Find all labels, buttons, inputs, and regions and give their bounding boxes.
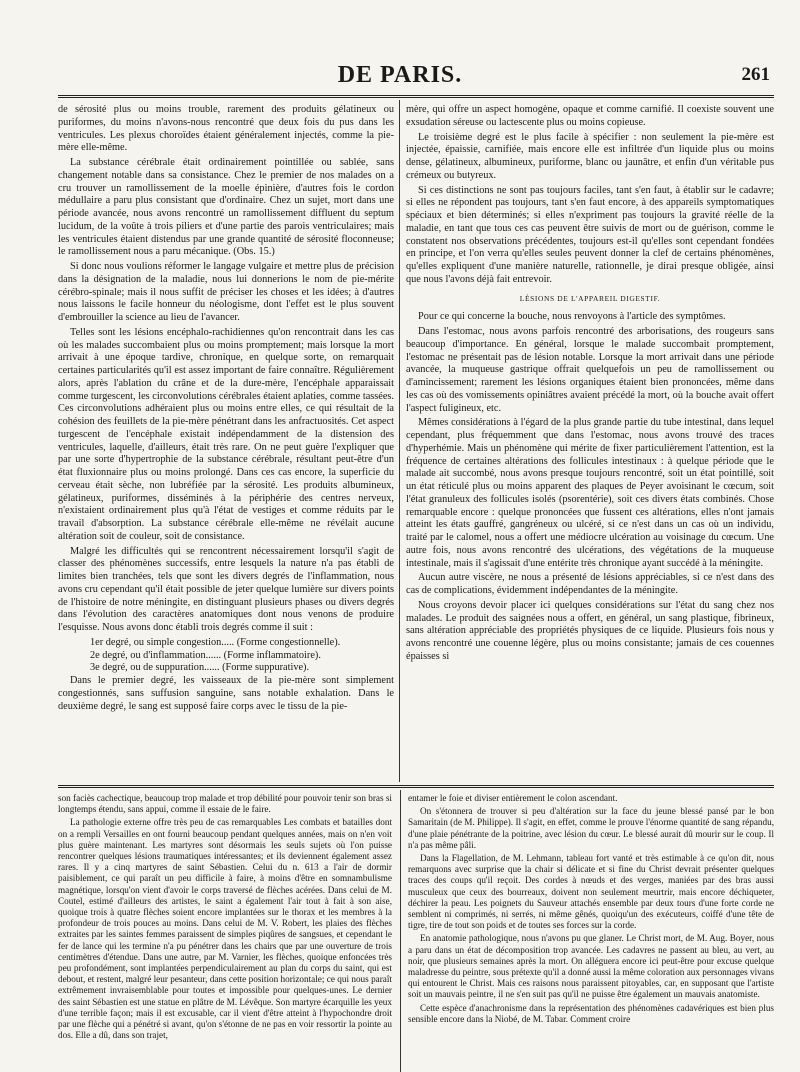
feuilleton-left-column [58,793,392,1068]
paragraph: son faciès cachectique, beaucoup trop malade et trop débilité pour pouvoir tenir son bras si longtemps étendu, sans appui, comme il essaie de le faire. [58,793,392,815]
paragraph: Pour ce qui concerne la bouche, nous renvoyons à l'article des symptômes. [418,311,726,323]
right-column [406,104,774,780]
paragraph: Telles sont les lésions encéphalo-rachidiennes qu'on rencontrait dans les cas où les malades succombaient plus ou moins promptement; mais lorsque la mort arrivait à une époque tardive, chronique, en quelque sorte, on remarquait certaines particularités qu'il est assez important de faire connaître. Régulièrement alors, après l'ablation du crâne et de la dure-mère, l'encéphale apparaissait comme turgescent, les circonvolutions cérébrales étaient aplaties, comme tassées. Ces circonvolutions adhéraient plus ou moins entre elles, ce qui résultait de la cohésion des feuillets de la pie-mère pénétrant dans les anfractuosités. Cet aspect turgescent de l'encéphale existait indépendamment de la distension des ventricules, laquelle, d'ailleurs, était très rare. On ne peut guère l'expliquer que par une sorte d'hypertrophie de la substance cérébrale, résultant peut-être d'un état fluxionnaire plus ou moins prolongé. Dans ces cas encore, la superficie du cerveau était sèche, non lubréfiée par la sérosité. Les produits albumineux, gélatineux, puriformes, disséminés à la périphérie des centres nerveux, n'existaient ordinairement plus qu'à l'état de vestiges et comme réduits par le travail d'absorption. La substance cérébrale elle-même ne révélait aucune altération soit de couleur, soit de consistance. [58,326,394,542]
paragraph: Aucun autre viscère, ne nous a présenté de lésions appréciables, si ce n'est dans des cas de complications, évidemment indépendantes de la méningite. [406,572,774,596]
paragraph: La pathologie externe offre très peu de cas remarquables Les combats et batailles dont on a rempli Versailles en ont fourni beaucoup pendant quelques années, mais on n'en voit plus guère maintenant. Les martyres sont désormais les seuls sujets où l'on puisse rencontrer quelques lésions traumatiques intéressantes; et ils deviennent également assez rares. Il y a cinq martyres de saint Sébastien. Celui du n. 613 a l'air de dormir paisiblement, ce qui paraît un peu difficile à faire, à moins d'être en somnambulisme magnétique, lorsqu'on vient d'avoir le corps traversé de flèches acérées. Dans celui de M. Coutel, estimé d'ailleurs des artistes, le saint a également l'air tout à fait à son aise, quoique trois à quatre flèches soient encore implantées sur le thorax et les membres à la profondeur de trois pouces au moins. Dans celui de M. V. Robert, les plaies des flèches extraites par les saintes femmes paraissent de simples piqûres de sangsues, et cependant le fer de lance qui les termine n'a pu pénétrer dans les chairs que par une ouverture de trois centimètres d'étendue. Dans une autre, par M. Varnier, les flèches, quoique enfoncées très peu profondément, sont implantées perpendiculairement au plan du corps du saint, qui est debout, et restent, malgré leur pesanteur, dans cette position horizontale; ce qui nous paraît extrêmement invraisemblable pour toutes et impossible pour quelques-unes. Le dernier des saint Sébastien est une statue en plâtre de M. Lévêque. Son martyre écarquille les yeux d'une terrible façon; mais il est excusable, car il vient d'être atteint à l'hypochondre droit par une flèche qui a pénétré si avant, qu'on s'étonne de ne pas en voir ressortir la pointe au dos. Elle a dû, dans son trajet, [58,817,392,1041]
page-number: 261 [741,64,770,85]
paragraph: Le troisième degré est le plus facile à spécifier : non seulement la pie-mère est injectée, épaissie, carnifiée, mais encore elle est infiltrée d'un liquide plus ou moins dense, gélatineux, albumineux, puriforme, blanc ou jaunâtre, et enfin d'un véritable pus crémeux ou butyreux. [406,131,774,181]
paragraph: Cette espèce d'anachronisme dans la représentation des phénomènes cadavériques est bien plus sensible encore dans la Niobé, de M. Tabar. Comment croire [408,1002,774,1024]
left-column [58,104,394,780]
paragraph: On s'étonnera de trouver si peu d'altération sur la face du jeune blessé pansé par le bon Samaritain (de M. Philippe). Il s'agit, en effet, comme le prouve l'énorme quantité de sang répandu, d'une plaie pénétrante de la poitrine, avec lésion du cœur. Le blessé aurait dû mourir sur le coup. Il n'a pas même pâli. [408,806,774,850]
paragraph: Dans le premier degré, les vaisseaux de la pie-mère sont simplement congestionnés, sans suffusion sanguine, sans notable exhalation. Dans le deuxième degré, le sang est supposé faire corps avec le tissu de la pie- [58,675,394,712]
feuilleton-divider [400,790,401,1072]
feuilleton-right-column [408,793,774,1068]
paragraph: La substance cérébrale était ordinairement pointillée ou sablée, sans changement notable dans sa consistance. Chez le premier de nos malades on a cru trouver un ramollissement de la moelle épinière, d'autres fois le cordon médullaire a paru plus consistant que d'ordinaire. Chez un sujet, mort dans une période avancée, nous avons rencontré un ramollissement diffluent du septum lucidum, de la voûte à trois piliers et d'une partie des parois ventriculaires; mais les ventricules étaient distendus par une grande quantité de sérosité floconneuse; le ramollissement nous a paru mécanique. (Obs. 15.) [58,157,394,258]
paragraph: En anatomie pathologique, nous n'avons pu que glaner. Le Christ mort, de M. Aug. Boyer, nous a paru dans un état de décomposition trop avancée. Les cadavres ne passent au bleu, au vert, au noir, que plusieurs semaines après la mort. On alléguera encore ici peut-être pour excuse quelque maladresse du peintre, sous prétexte qu'il a donné aussi la même coloration aux personnages vivans qui entourent le Christ. Mais ces raisons nous paraissent pitoyables, car, en supposant que l'artiste soit un mauvais peintre, il ne s'en suit pas qu'il ne puisse être également un mauvais anatomiste. [408,933,774,1000]
feuilleton-rule [58,785,774,788]
paragraph: Malgré les difficultés qui se rencontrent nécessairement lorsqu'il s'agit de classer des phénomènes successifs, entre lesquels la nature n'a pas établi de limites bien tranchées, tels que sont les divers degrés de l'inflammation, nous avons cru cependant qu'il était possible de jeter quelque lumière sur divers points de l'histoire de notre méningite, en distinguant plusieurs phases ou divers degrés dans l'évolution des caractères anatomiques dont nous venons de produire l'esquisse. Nous avons donc établi trois degrés comme il suit : [58,545,394,633]
section-heading: LÉSIONS DE L'APPAREIL DIGESTIF. [519,293,661,303]
paragraph: de sérosité plus ou moins trouble, rarement des produits gélatineux ou puriformes, du moins n'avons-nous rencontré que deux fois du pus dans les ventricules. Les plexus choroïdes étaient généralement injectés, comme la pie-mère elle-même. [58,104,394,154]
paragraph: Mêmes considérations à l'égard de la plus grande partie du tube intestinal, dans lequel cependant, plus fréquemment que dans l'estomac, nous avons trouvé des traces d'hyperhémie. Mais un phénomène qui mérite de fixer particulièrement l'attention, est la fréquence de certaines altérations des follicules intestinaux : à quelque période que le malade ait succombé, nous avons presque toujours rencontré, soit un état pointillé, soit un état réticulé plus ou moins apparent des plaques de Peyer avoisinant le cœcum, soit l'état granuleux des follicules isolés (psorentérie), soit ces divers états combinés. Chose remarquable encore : quelque prononcées que fussent ces altérations, elles n'ont jamais atteint les états gauffré, gangréneux ou ulcéré, si ce n'est dans un cas où un individu, traité par le calomel, nous a offert une médiocre ulcération au voisinage du cœcum. Une autre fois, nous avons rencontré des ulcérations, des végétations de la muqueuse intestinale, mais il s'agissait d'une entérite très chronique ayant succédé à la méningite. [406,417,774,569]
paragraph: entamer le foie et diviser entièrement le colon ascendant. [408,793,618,803]
page-header-title: DE PARIS. [337,62,463,88]
paragraph: Dans la Flagellation, de M. Lehmann, tableau fort vanté et très estimable à ce qu'on dit, nous remarquons avec surprise que la chair si délicate et si fine du Christ devrait présenter quelques traces des coups qu'il reçoit. Des cordes à nœuds et des verges, maniées par des bras aussi musculeux que ceux des bourreaux, doivent non seulement meurtrir, mais encore déchiqueter, déchirer la peau. Les poignets du Sauveur attachés ensemble par deux tours d'une forte corde ne semblent ni comprimés, ni serrés, ni même gênés, quoiqu'un des exécuteurs, coiffé d'une tête de tigre, tire de tout son poids et de toutes ses forces sur la corde. [408,853,774,931]
degree-line: 2e degré, ou d'inflammation...... (Forme inflammatoire). [90,649,321,661]
header-rule [58,95,774,98]
paragraph: mère, qui offre un aspect homogène, opaque et comme carnifié. Il coexiste souvent une exsudation séreuse ou lactescente plus ou moins copieuse. [406,104,774,128]
degree-line: 3e degré, ou de suppuration...... (Forme suppurative). [90,662,310,674]
paragraph: Nous croyons devoir placer ici quelques considérations sur l'état du sang chez nos malades. Le produit des saignées nous a offert, en général, un sang plastique, fibrineux, sans altération appréciable des propriétés physiques de ce liquide. Plusieurs fois nous y avons rencontré une couenne légère, plus ou moins consistante; jamais de ces couennes épaisses si [406,599,774,662]
paragraph: Dans l'estomac, nous avons parfois rencontré des arborisations, des rougeurs sans beaucoup d'importance. En général, lorsque le malade succombait promptement, l'estomac ne présentait pas de lésion notable. Lorsque la mort arrivait dans une période avancée, la muqueuse gastrique offrait quelquefois un peu de ramollissement ou d'amincissement; rarement les lésions organiques étaient bien prononcées, même dans les cas où des vomissements opiniâtres avaient précédé la mort, où la bouche avait offert l'aspect fuligineux, etc. [406,326,774,414]
paragraph: Si donc nous voulions réformer le langage vulgaire et mettre plus de précision dans la désignation de la maladie, nous lui donnerions le nom de pie-mérite cérébro-spinale; mais il nous suffit de préciser les choses et les idées; à d'autres nous laissons le facile honneur du néologisme, dont l'effet est le plus souvent d'embrouiller la science au lieu de l'avancer. [58,261,394,323]
paragraph: Si ces distinctions ne sont pas toujours faciles, tant s'en faut, à établir sur le cadavre; si elles ne répondent pas toujours, tant s'en faut encore, à des appareils symptomatiques spéciaux et bien déterminés; si elles n'expriment pas toujours la gravité réelle de la maladie, en tant que tous ces cas peuvent être suivis de mort ou de guérison, comme le constatent nos observations précédentes, toujours est-il qu'elles sont cependant fondées en principe, et l'on verra qu'elles seules peuvent donner la clef de certains phénomènes, qu'elles expliquent d'une manière naturelle, rationnelle, je dirai presque obligée, ainsi que nous l'avons déjà fait entrevoir. [406,184,774,285]
degree-line: 1er degré, ou simple congestion..... (Forme congestionnelle). [90,636,341,648]
column-divider [399,100,400,782]
